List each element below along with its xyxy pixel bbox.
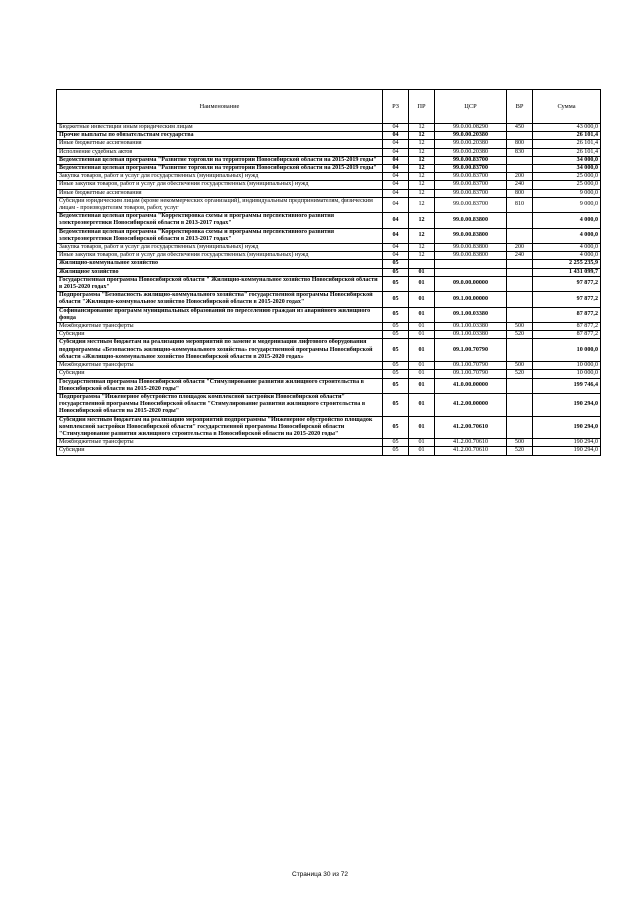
table-row [57,260,601,268]
header-name: Наименование [57,90,383,124]
row-sum: 87 877,2 [533,331,601,339]
row-pr: 12 [409,228,435,243]
table-row [57,416,601,439]
row-name: Субсидии юридическим лицам (кроме некоммерческих организаций), индивидуальным предпринимателям, физическим лицам - производителям товаров, работ, услуг [57,197,383,212]
row-csr: 09.1.00.03380 [435,323,507,331]
row-vr [507,165,533,173]
row-sum: 9 000,0 [533,197,601,212]
row-csr: 99.0.00.83800 [435,252,507,260]
row-sum: 25 000,0 [533,181,601,189]
row-sum: 4 000,0 [533,228,601,243]
row-rz: 05 [383,362,409,370]
row-csr: 99.0.00.83700 [435,189,507,197]
table-row [57,323,601,331]
row-sum: 34 000,0 [533,165,601,173]
row-pr: 01 [409,393,435,416]
row-vr: 500 [507,439,533,447]
row-sum: 190 294,0 [533,416,601,439]
row-csr: 99.0.00.83800 [435,213,507,228]
row-rz: 05 [383,292,409,307]
row-sum: 4 000,0 [533,252,601,260]
header-rz: РЗ [383,90,409,124]
row-sum: 26 101,4 [533,148,601,156]
row-rz: 04 [383,189,409,197]
row-vr [507,307,533,322]
row-vr: 810 [507,197,533,212]
row-pr: 12 [409,252,435,260]
row-name: Межбюджетные трансферты [57,362,383,370]
row-name: Исполнение судебных актов [57,148,383,156]
row-pr: 01 [409,307,435,322]
table-body [57,124,601,456]
row-vr [507,213,533,228]
row-csr: 99.0.00.83800 [435,228,507,243]
table-row [57,268,601,276]
row-vr: 500 [507,323,533,331]
row-rz: 04 [383,124,409,132]
row-csr: 99.0.00.08290 [435,124,507,132]
row-pr: 01 [409,439,435,447]
header-csr: ЦСР [435,90,507,124]
row-csr: 09.1.00.03380 [435,331,507,339]
row-csr: 99.0.00.83800 [435,244,507,252]
row-rz: 05 [383,260,409,268]
row-rz: 04 [383,252,409,260]
row-vr [507,416,533,439]
row-sum: 4 000,0 [533,244,601,252]
table-row [57,148,601,156]
row-csr: 99.0.00.83700 [435,165,507,173]
row-pr: 01 [409,276,435,291]
table-row [57,228,601,243]
row-pr: 01 [409,370,435,378]
row-rz: 05 [383,378,409,393]
row-sum: 97 877,2 [533,292,601,307]
row-rz: 04 [383,181,409,189]
row-vr: 500 [507,362,533,370]
row-pr: 12 [409,124,435,132]
table-row [57,124,601,132]
row-rz: 05 [383,439,409,447]
row-name: Иные закупки товаров, работ и услуг для обеспечения государственных (муниципальных) нужд [57,252,383,260]
row-sum: 10 000,0 [533,339,601,362]
row-sum: 97 877,2 [533,276,601,291]
row-vr [507,132,533,140]
row-rz: 04 [383,228,409,243]
row-csr: 41.0.00.00000 [435,378,507,393]
table-row [57,292,601,307]
row-pr: 12 [409,173,435,181]
row-csr: 41.2.00.70610 [435,439,507,447]
table-row [57,276,601,291]
table-row [57,181,601,189]
table-row [57,189,601,197]
table-row [57,378,601,393]
row-vr: 200 [507,173,533,181]
header-vr: ВР [507,90,533,124]
table-row [57,331,601,339]
row-name: Иные бюджетные ассигнования [57,140,383,148]
row-name: Субсидии [57,370,383,378]
row-csr: 99.0.00.20380 [435,132,507,140]
row-rz: 05 [383,331,409,339]
row-name: Иные бюджетные ассигнования [57,189,383,197]
table-row [57,339,601,362]
row-name: Государственная программа Новосибирской области " Жилищно-коммунальное хозяйство Новосибирской области в 2015-2020 годах" [57,276,383,291]
row-csr [435,260,507,268]
row-name: Бюджетные инвестиции иным юридическим лицам [57,124,383,132]
row-pr: 01 [409,378,435,393]
row-csr: 99.0.00.83700 [435,156,507,164]
header-sum: Сумма [533,90,601,124]
row-pr: 01 [409,416,435,439]
row-csr: 09.1.00.70790 [435,362,507,370]
row-vr: 200 [507,244,533,252]
row-rz: 05 [383,268,409,276]
row-vr [507,228,533,243]
row-name: Межбюджетные трансферты [57,323,383,331]
row-rz: 04 [383,165,409,173]
row-pr: 12 [409,156,435,164]
table-row [57,439,601,447]
row-pr: 12 [409,132,435,140]
table-row [57,173,601,181]
row-pr: 01 [409,362,435,370]
row-name: Жилищное хозяйство [57,268,383,276]
table-row [57,362,601,370]
page-footer: Страница 30 из 72 [292,871,348,878]
row-name: Закупка товаров, работ и услуг для государственных (муниципальных) нужд [57,244,383,252]
table-row [57,132,601,140]
row-rz: 05 [383,323,409,331]
table-row [57,156,601,164]
row-sum: 199 746,4 [533,378,601,393]
row-vr: 240 [507,181,533,189]
row-rz: 04 [383,148,409,156]
row-sum: 1 431 099,7 [533,268,601,276]
row-rz: 05 [383,276,409,291]
row-csr: 99.0.00.20380 [435,140,507,148]
table-row [57,307,601,322]
table-row [57,165,601,173]
table-row [57,370,601,378]
row-vr [507,268,533,276]
row-csr: 99.0.00.83700 [435,181,507,189]
row-sum: 43 000,0 [533,124,601,132]
row-name: Ведомственная целевая программа "Корректировка схемы и программы перспективного развития электроэнергетики Новосибирской области в 2013-2017 годах" [57,213,383,228]
row-vr: 240 [507,252,533,260]
row-name: Ведомственная целевая программа "Корректировка схемы и программы перспективного развития электроэнергетики Новосибирской области в 2013-2017 годах" [57,228,383,243]
row-rz: 04 [383,213,409,228]
row-name: Софинансирование программ муниципальных образований по переселению граждан из аварийного жилищного фонда [57,307,383,322]
row-sum: 10 000,0 [533,370,601,378]
row-sum: 26 101,4 [533,140,601,148]
row-name: Ведомственная целевая программа "Развитие торговли на территории Новосибирской области на 2015-2019 годы" [57,165,383,173]
row-pr: 01 [409,339,435,362]
row-vr: 800 [507,189,533,197]
row-rz: 05 [383,307,409,322]
row-sum: 25 000,0 [533,173,601,181]
row-vr [507,276,533,291]
row-sum: 190 294,0 [533,447,601,455]
row-sum: 87 877,2 [533,307,601,322]
row-csr: 09.1.00.70790 [435,370,507,378]
row-rz: 05 [383,447,409,455]
row-csr: 09.0.00.00000 [435,276,507,291]
row-sum: 87 877,2 [533,323,601,331]
row-name: Субсидии [57,447,383,455]
row-name: Субсидии [57,331,383,339]
table-row [57,197,601,212]
table-header-row [57,90,601,124]
row-vr [507,260,533,268]
row-csr: 99.0.00.20380 [435,148,507,156]
row-sum: 26 101,4 [533,132,601,140]
row-pr: 01 [409,331,435,339]
row-name: Закупка товаров, работ и услуг для государственных (муниципальных) нужд [57,173,383,181]
row-vr [507,156,533,164]
table-row [57,244,601,252]
row-vr: 520 [507,370,533,378]
row-sum: 4 000,0 [533,213,601,228]
budget-table [56,89,601,456]
row-vr: 830 [507,148,533,156]
row-pr: 12 [409,140,435,148]
row-vr [507,378,533,393]
row-name: Субсидии местным бюджетам на реализацию мероприятий подпрограммы "Инженерное обустройство площадок комплексной застройки Новосибирской области" государственной программы Новосибирской области "Стимулирование развития жилищного строительства в Новосибирской области на 2015-2020 годы" [57,416,383,439]
row-pr: 01 [409,292,435,307]
row-rz: 04 [383,197,409,212]
row-csr: 09.1.00.70790 [435,339,507,362]
row-vr: 520 [507,447,533,455]
row-rz: 05 [383,416,409,439]
row-vr [507,393,533,416]
row-csr: 09.1.00.03380 [435,307,507,322]
row-pr: 12 [409,244,435,252]
table-row [57,213,601,228]
table-row [57,140,601,148]
row-csr: 99.0.00.83700 [435,173,507,181]
row-pr: 01 [409,268,435,276]
row-rz: 04 [383,140,409,148]
row-sum: 34 000,0 [533,156,601,164]
row-name: Государственная программа Новосибирской области "Стимулирование развития жилищного строительства в Новосибирской области на 2015-2020 годы" [57,378,383,393]
table-row [57,393,601,416]
row-csr: 41.2.00.70610 [435,416,507,439]
row-name: Подпрограмма "Безопасность жилищно-коммунального хозяйства" государственной программы Новосибирской области "Жилищно-коммунальное хозяйство Новосибирской области в 2015-2020 годах" [57,292,383,307]
row-rz: 04 [383,173,409,181]
row-name: Межбюджетные трансферты [57,439,383,447]
row-rz: 04 [383,156,409,164]
row-csr: 99.0.00.83700 [435,197,507,212]
row-rz: 04 [383,244,409,252]
row-sum: 10 000,0 [533,362,601,370]
row-vr: 800 [507,140,533,148]
row-pr: 12 [409,148,435,156]
row-pr: 12 [409,197,435,212]
row-rz: 05 [383,393,409,416]
row-vr: 520 [507,331,533,339]
row-pr: 12 [409,213,435,228]
row-pr: 12 [409,181,435,189]
row-pr: 01 [409,323,435,331]
row-pr: 12 [409,165,435,173]
row-pr: 12 [409,189,435,197]
row-sum: 2 255 235,9 [533,260,601,268]
row-pr [409,260,435,268]
row-csr: 41.2.00.00000 [435,393,507,416]
row-vr [507,292,533,307]
table-row [57,252,601,260]
row-csr [435,268,507,276]
row-csr: 41.2.00.70610 [435,447,507,455]
row-sum: 190 294,0 [533,439,601,447]
row-rz: 05 [383,370,409,378]
table-row [57,447,601,455]
row-rz: 04 [383,132,409,140]
row-name: Ведомственная целевая программа "Развитие торговли на территории Новосибирской области на 2015-2019 годы" [57,156,383,164]
row-name: Подпрограмма "Инженерное обустройство площадок комплексной застройки Новосибирской области" государственной программы Новосибирской области "Стимулирование развития жилищного строительства в Новосибирской области на 2015-2020 годы" [57,393,383,416]
row-sum: 9 000,0 [533,189,601,197]
row-sum: 190 294,0 [533,393,601,416]
row-name: Жилищно-коммунальное хозяйство [57,260,383,268]
row-pr: 01 [409,447,435,455]
row-vr: 450 [507,124,533,132]
row-csr: 09.1.00.00000 [435,292,507,307]
row-name: Субсидии местным бюджетам на реализацию мероприятий по замене и модернизации лифтового оборудования подпрограммы «Безопасность жилищно-коммунального хозяйства» государственной программы Новосибирской области «Жилищно-коммунальное хозяйство Новосибирской области в 2015-2020 годах» [57,339,383,362]
row-rz: 05 [383,339,409,362]
row-name: Прочие выплаты по обязательствам государства [57,132,383,140]
budget-table-container [56,89,600,456]
row-name: Иные закупки товаров, работ и услуг для обеспечения государственных (муниципальных) нужд [57,181,383,189]
header-pr: ПР [409,90,435,124]
row-vr [507,339,533,362]
